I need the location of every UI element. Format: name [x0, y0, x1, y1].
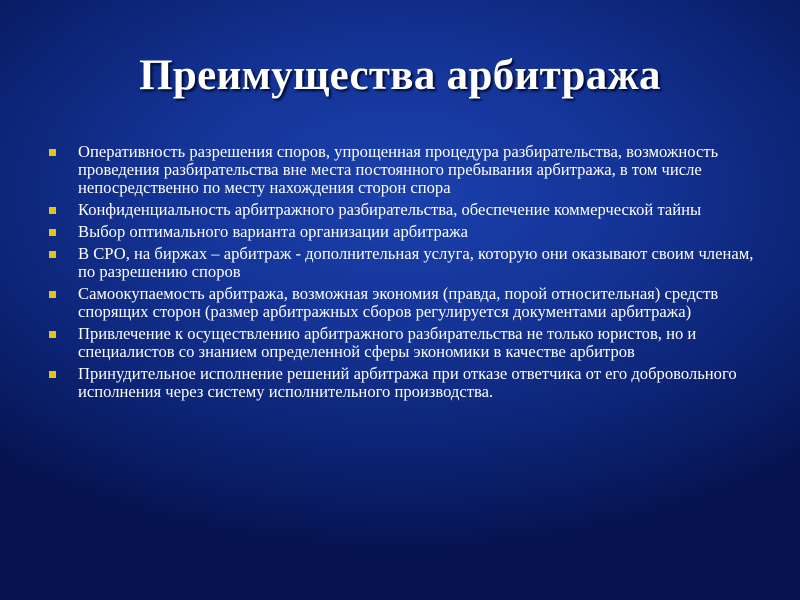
bullet-item-5	[48, 285, 760, 321]
bullet-text: В СРО, на биржах – арбитраж - дополнительная услуга, которую они оказывают своим членам, по разрешению споров	[78, 244, 754, 281]
slide-title: Преимущества арбитража	[139, 52, 661, 99]
square-bullet-icon	[49, 291, 56, 298]
square-bullet-icon	[49, 207, 56, 214]
bullet-item-7	[48, 365, 760, 401]
bullet-item-1	[48, 143, 760, 197]
bullet-text: Конфиденциальность арбитражного разбирательства, обеспечение коммерческой тайны	[78, 200, 702, 219]
square-bullet-icon	[49, 149, 56, 156]
square-bullet-icon	[49, 229, 56, 236]
square-bullet-icon	[49, 251, 56, 258]
bullet-item-4	[48, 245, 760, 281]
bullet-text: Самоокупаемость арбитража, возможная экономия (правда, порой относительная) средств спорящих сторон (размер арбитражных сборов регулируется документами арбитража)	[78, 284, 719, 321]
bullet-text: Оперативность разрешения споров, упрощенная процедура разбирательства, возможность проведения разбирательства вне места постоянного пребывания арбитража, в том числе непосредственно по месту нахождения сторон спора	[78, 142, 719, 197]
square-bullet-icon	[49, 371, 56, 378]
bullet-item-6	[48, 325, 760, 361]
square-bullet-icon	[49, 331, 56, 338]
bullet-item-3	[48, 223, 760, 241]
bullet-text: Выбор оптимального варианта организации арбитража	[78, 222, 469, 241]
bullet-item-2	[48, 201, 760, 219]
bullet-list	[48, 143, 760, 405]
bullet-text: Привлечение к осуществлению арбитражного разбирательства не только юристов, но и специалистов со знанием определенной сферы экономики в качестве арбитров	[78, 324, 697, 361]
bullet-text: Принудительное исполнение решений арбитража при отказе ответчика от его добровольного исполнения через систему исполнительного производства.	[78, 364, 737, 401]
